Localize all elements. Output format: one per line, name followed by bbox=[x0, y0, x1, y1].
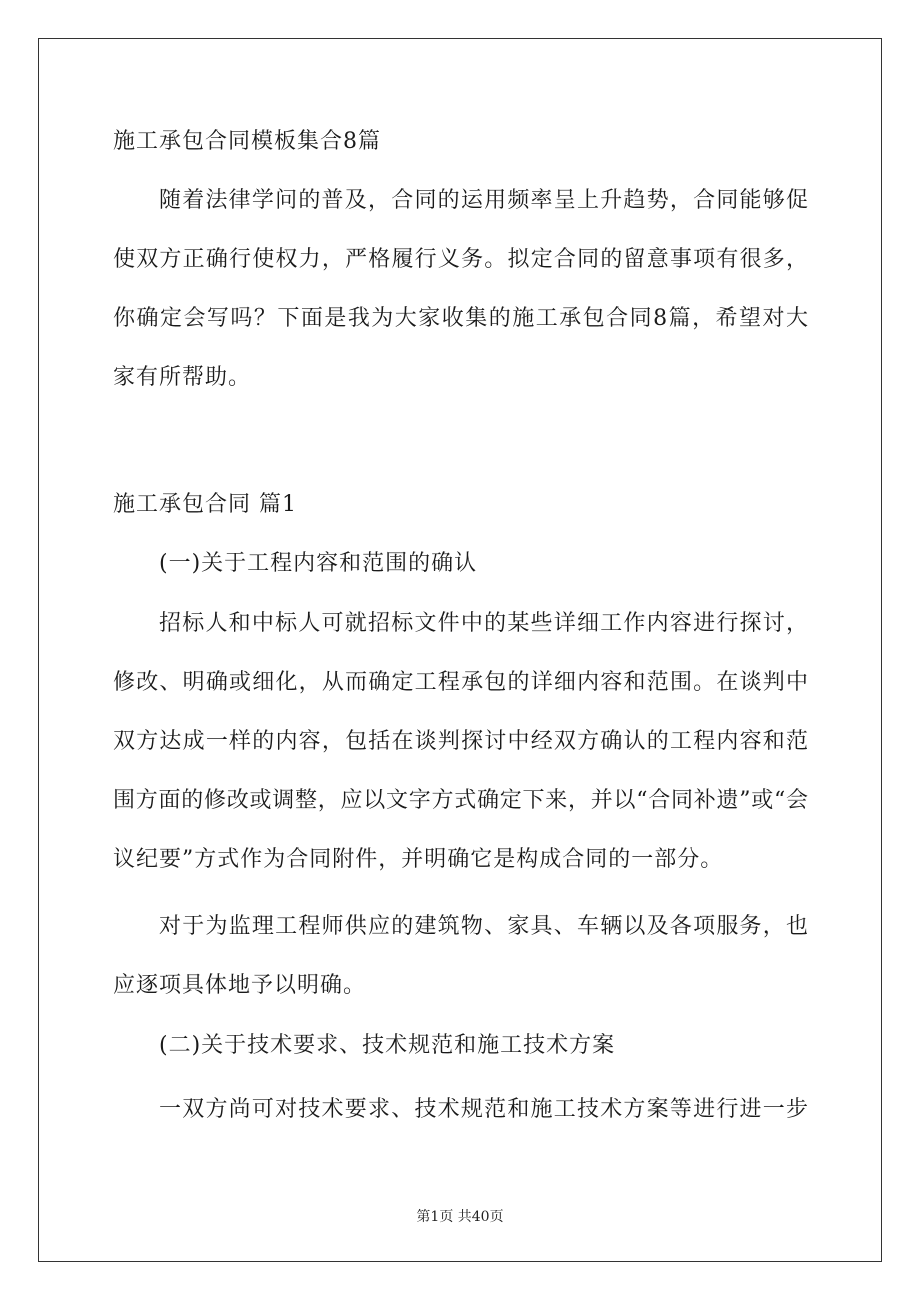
intro-line-4: 家有所帮助。 bbox=[113, 365, 252, 390]
intro-line-2: 使双方正确行使权力，严格履行义务。拟定合同的留意事项有很多， bbox=[113, 247, 808, 272]
intro-line-1: 随着法律学问的普及，合同的运用频率呈上升趋势，合同能够促 bbox=[159, 188, 808, 213]
subsection-heading-2: (二)关于技术要求、技术规范和施工技术方案 bbox=[159, 1033, 616, 1058]
para1-line-4: 围方面的修改或调整，应以文字方式确定下来，并以“合同补遗”或“会 bbox=[113, 788, 808, 813]
para2-line-1: 对于为监理工程师供应的建筑物、家具、车辆以及各项服务，也 bbox=[159, 914, 808, 939]
para1-line-3: 双方达成一样的内容，包括在谈判探讨中经双方确认的工程内容和范 bbox=[113, 729, 808, 754]
page-number: 第1页 共40页 bbox=[416, 1209, 504, 1225]
para2-line-2: 应逐项具体地予以明确。 bbox=[113, 973, 367, 998]
intro-line-3: 你确定会写吗？下面是我为大家收集的施工承包合同8篇，希望对大 bbox=[113, 306, 808, 331]
para3-line-1: 一双方尚可对技术要求、技术规范和施工技术方案等进行进一步 bbox=[159, 1097, 808, 1122]
page-frame bbox=[38, 38, 882, 1262]
section-heading: 施工承包合同 篇1 bbox=[113, 492, 297, 517]
document-title: 施工承包合同模板集合8篇 bbox=[113, 129, 381, 154]
subsection-heading-1: (一)关于工程内容和范围的确认 bbox=[159, 551, 478, 576]
para1-line-1: 招标人和中标人可就招标文件中的某些详细工作内容进行探讨， bbox=[159, 611, 808, 636]
para1-line-5: 议纪要”方式作为合同附件，并明确它是构成合同的一部分。 bbox=[113, 847, 724, 872]
para1-line-2: 修改、明确或细化，从而确定工程承包的详细内容和范围。在谈判中 bbox=[113, 670, 808, 695]
